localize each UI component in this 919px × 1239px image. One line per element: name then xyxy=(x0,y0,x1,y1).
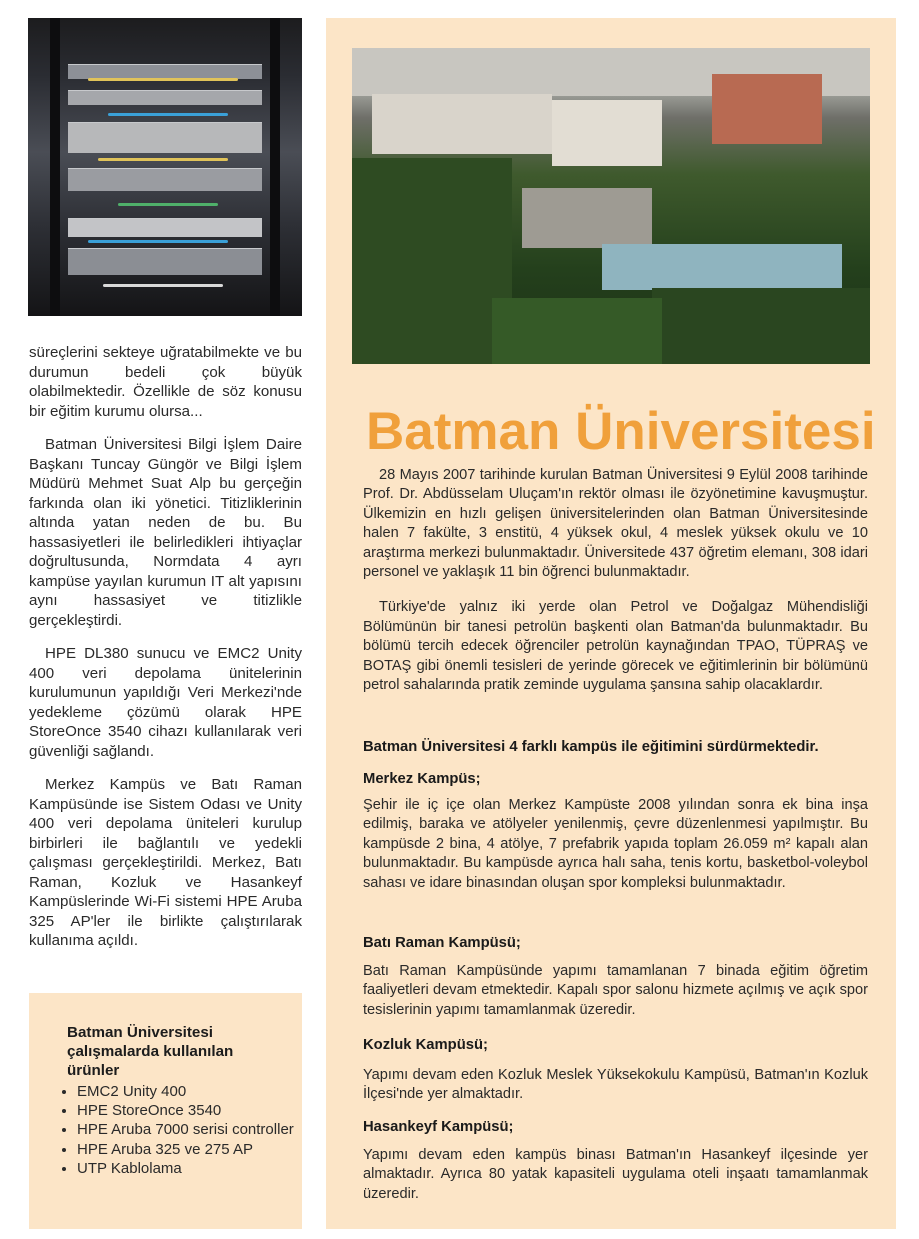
product-item: • HPE Aruba 325 ve 275 AP xyxy=(77,1140,297,1159)
campus-name: Batı Raman Kampüsü; xyxy=(363,935,521,951)
campus-description xyxy=(363,962,868,1020)
left-paragraph: süreçlerini sekteye uğratabilmekte ve bu durumun bedeli çok büyük olabilmektedir. Özellikle de söz konusu bir eğitim kurumu olursa... xyxy=(29,344,302,420)
product-item: • HPE StoreOnce 3540 xyxy=(77,1101,297,1120)
campus-text: Batı Raman Kampüsünde yapımı tamamlanan 7 binada eğitim öğretim faaliyetleri devam etmektedir. Kapalı spor salonu hizmete açılmış ve açık spor tesislerinin yapımı tamamlanmak üzeredir. xyxy=(363,963,868,1018)
products-box-title: Batman Üniversitesi çalışmalarda kullanılan ürünler xyxy=(67,1024,234,1079)
left-article-text xyxy=(29,343,302,965)
campus-section-heading: Batman Üniversitesi 4 farklı kampüs ile eğitimini sürdürmektedir. xyxy=(363,739,819,755)
campus-text: Yapımı devam eden kampüs binası Batman'ın Hasankeyf ilçesinde yer almaktadır. Ayrıca 80 yatak kapasiteli uygulama oteli inşaatı tamamlanmak üzeredir. xyxy=(363,1147,868,1202)
products-list xyxy=(62,1082,297,1178)
product-item: • EMC2 Unity 400 xyxy=(77,1082,297,1101)
campus-name: Kozluk Kampüsü; xyxy=(363,1037,488,1053)
left-paragraph: Batman Üniversitesi Bilgi İşlem Daire Başkanı Tuncay Güngör ve Bilgi İşlem Müdürü Mehmet Suat Alp bu gerçeğin farkında olan iki yönetici. Titizliklerinin altında yatan neden de bu. Bu hassasiyetleri ile belirledikleri ihtiyaçlar doğrultusunda, Normdata 4 ayrı kampüse yayılan kurumun IT alt yapısını aynı hassasiyet ve titizlikle gerçekleştirdi. xyxy=(29,436,302,629)
campus-description xyxy=(363,796,868,893)
products-sidebar-box xyxy=(29,993,302,1229)
intro-text xyxy=(363,466,868,695)
campus-text: Şehir ile iç içe olan Merkez Kampüste 2008 yılından sonra ek bina inşa edilmiş, baraka ve atölyeler yenilenmiş, çevre düzenlenmesi yapılmıştır. Bu kampüsde 2 bina, 4 atölye, 7 prefabrik yapıda toplam 26.059 m² kapalı alan bulunmaktadır. Bu kampüsde ayrıca halı saha, tenis kortu, basketbol-voleybol sahası ve idare binasından oluşan spor kompleksi bulunmaktadır. xyxy=(363,797,868,891)
server-rack-photo xyxy=(28,18,302,316)
left-paragraph: HPE DL380 sunucu ve EMC2 Unity 400 veri depolama ünitelerinin kurulumunun yapıldığı Veri Merkezi'nde yedekleme çözümü olarak HPE StoreOnce 3540 cihazı kullanılarak veri güvenliği sağlandı. xyxy=(29,645,302,760)
campus-text: Yapımı devam eden Kozluk Meslek Yüksekokulu Kampüsü, Batman'ın Kozluk İlçesi'nde yer almaktadır. xyxy=(363,1067,868,1103)
page-title: Batman Üniversitesi xyxy=(366,402,876,461)
campus-name: Merkez Kampüs; xyxy=(363,771,481,787)
product-item: • UTP Kablolama xyxy=(77,1159,297,1178)
campus-name: Hasankeyf Kampüsü; xyxy=(363,1119,514,1135)
campus-description xyxy=(363,1066,868,1105)
intro-paragraph: 28 Mayıs 2007 tarihinde kurulan Batman Üniversitesi 9 Eylül 2008 tarihinde Prof. Dr. Abdüsselam Uluçam'ın rektör olması ile özyönetimine kavuşmuştur. Ülkemizin en hızlı gelişen üniversitelerinden olan Batman Üniversitesinde halen 7 fakülte, 3 enstitü, 4 yüksek okul, 4 meslek yüksek okulu ve 10 araştırma merkezi bulunmaktadır. Üniversitede 437 öğretim elemanı, 308 idari personel ve yaklaşık 11 bin öğrenci bulunmaktadır. xyxy=(363,467,868,581)
left-paragraph: Merkez Kampüs ve Batı Raman Kampüsünde ise Sistem Odası ve Unity 400 veri depolama üniteleri kurulup birbirleri ile bağlantılı ve yedekli çalışması gerçekleştirildi. Merkez, Batı Raman, Kozluk ve Hasankeyf Kampüslerinde Wi-Fi sistemi HPE Aruba 325 AP'ler ile birlikte çalıştırılarak kullanıma açıldı. xyxy=(29,776,302,949)
campus-aerial-photo xyxy=(352,48,870,364)
intro-paragraph: Türkiye'de yalnız iki yerde olan Petrol ve Doğalgaz Mühendisliği Bölümünün bir tanesi petrolün başkenti olan Batman'da bulunmaktadır. Bu bölümü tercih edecek öğrenciler petrolün kaynağından TPAO, TÜPRAŞ ve BOTAŞ gibi önemli tesisleri de yerinde görecek ve eğitimlerinin bir bölümünü petrol sahalarında pratik zeminde uygulama şansına sahip olacaklardır. xyxy=(363,599,868,694)
product-item: • HPE Aruba 7000 serisi controller xyxy=(77,1120,297,1139)
campus-description xyxy=(363,1146,868,1204)
